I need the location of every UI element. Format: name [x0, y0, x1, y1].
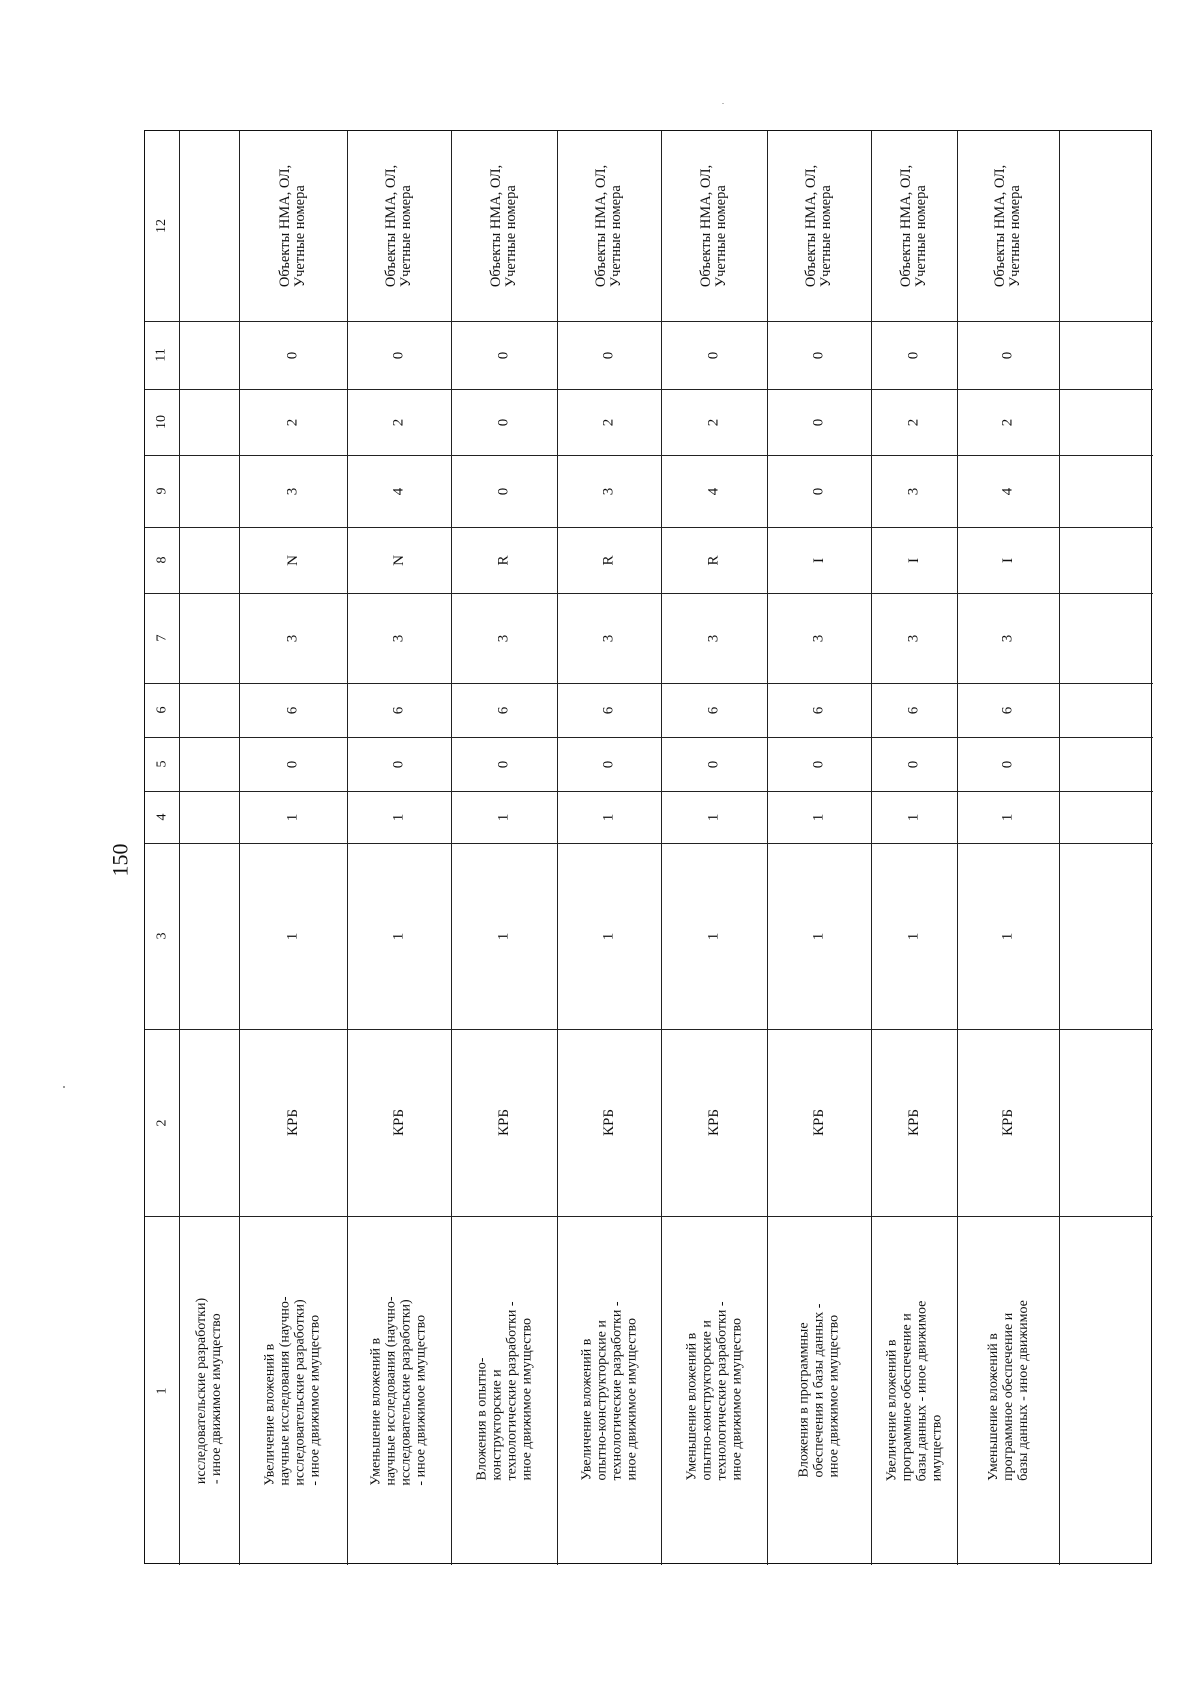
table-cell-r9-c3 [957, 843, 1059, 1029]
table-cell-r8-c10-text: 2 [905, 418, 922, 426]
header-cell-12-text: 12 [154, 219, 169, 233]
table-cell-r8-c8-text: I [905, 557, 922, 563]
table-cell-r8-c11 [871, 321, 957, 389]
table-cell-r5-c7 [557, 593, 661, 683]
table-cell-r5-c12-text: Объекты НМА, ОЛ, Учетные номера [593, 164, 624, 288]
table-cell-r3-c10 [347, 389, 451, 455]
table-cell-r2-c9-text: 3 [284, 487, 301, 495]
table-cell-r1-c7 [179, 593, 239, 683]
table-cell-r3-c3-text: 1 [390, 932, 407, 940]
table-cell-r7-c10 [767, 389, 871, 455]
table-cell-r4-c12-text: Объекты НМА, ОЛ, Учетные номера [488, 164, 519, 288]
header-cell-12 [145, 131, 179, 321]
table-cell-r5-c10-text: 2 [600, 418, 617, 426]
table-cell-r6-c12 [661, 131, 767, 321]
table-cell-r4-c9 [451, 455, 557, 527]
header-cell-10 [145, 389, 179, 455]
table-cell-r6-c7-text: 3 [705, 634, 722, 642]
table-cell-r9-c10 [957, 389, 1059, 455]
table-cell-r5-c8 [557, 527, 661, 593]
table-cell-r8-c5-text: 0 [905, 760, 922, 768]
table-cell-r7-c9 [767, 455, 871, 527]
table-cell-r2-c5 [239, 737, 347, 791]
table-cell-r9-c12-text: Объекты НМА, ОЛ, Учетные номера [992, 164, 1023, 288]
header-cell-11-text: 11 [153, 348, 169, 362]
table-cell-r3-c5-text: 0 [390, 760, 407, 768]
table-cell-r4-c3-text: 1 [495, 932, 512, 940]
table-cell-r3-c6 [347, 683, 451, 737]
table-cell-r5-c3-text: 1 [600, 932, 617, 940]
header-cell-5 [145, 737, 179, 791]
table-cell-r9-c1 [957, 1216, 1059, 1565]
table-cell-r6-c12-text: Объекты НМА, ОЛ, Учетные номера [698, 164, 729, 288]
table-cell-r8-c6-text: 6 [905, 706, 922, 714]
table-cell-r7-c1-text: Вложения в программные обеспечения и базы данных - иное движимое имущество [796, 1303, 842, 1478]
page-number: 150 [107, 843, 132, 877]
header-cell-9 [145, 455, 179, 527]
table-cell-r7-c6-text: 6 [810, 706, 827, 714]
table-cell-r2-c1 [239, 1216, 347, 1565]
table-cell-r9-c4-text: 1 [999, 813, 1016, 821]
table-cell-r7-c10-text: 0 [810, 418, 827, 426]
table-cell-r2-c3-text: 1 [284, 932, 301, 940]
table-cell-r4-c1-text: Вложения в опытно- конструкторские и технологические разработки - иное движимое имущество [474, 1301, 535, 1480]
table-cell-r9-c7-text: 3 [999, 634, 1016, 642]
table-cell-r5-c4 [557, 791, 661, 843]
table-cell-r4-c11 [451, 321, 557, 389]
scan-speck [722, 103, 724, 104]
table-cell-r8-c1-text: Увеличение вложений в программное обеспечение и базы данных - иное движимое имущество [884, 1300, 945, 1481]
table-row-divider [1059, 131, 1060, 1565]
table-cell-r9-c5 [957, 737, 1059, 791]
table-cell-r6-c5 [661, 737, 767, 791]
table-cell-r1-c5 [179, 737, 239, 791]
table-cell-r2-c11 [239, 321, 347, 389]
table-cell-r6-c1-text: Уменьшение вложений в опытно-конструкторские и технологические разработки - иное движимое имущество [684, 1301, 745, 1480]
table-cell-r6-c5-text: 0 [705, 760, 722, 768]
table-cell-r1-c10 [179, 389, 239, 455]
header-cell-10-text: 10 [154, 415, 169, 429]
table-cell-r9-c5-text: 0 [999, 760, 1016, 768]
table-cell-r9-c11-text: 0 [999, 351, 1016, 359]
table-cell-r7-c7-text: 3 [810, 634, 827, 642]
table-cell-r6-c8-text: R [705, 554, 722, 566]
table-cell-r6-c3-text: 1 [705, 932, 722, 940]
header-cell-2-text: 2 [154, 1119, 169, 1126]
table-cell-r8-c3 [871, 843, 957, 1029]
table-cell-r4-c8 [451, 527, 557, 593]
table-cell-r9-c6-text: 6 [999, 706, 1016, 714]
table-cell-r9-c4 [957, 791, 1059, 843]
table-cell-r6-c11 [661, 321, 767, 389]
table-cell-r7-c11-text: 0 [810, 351, 827, 359]
table-cell-r6-c9-text: 4 [705, 487, 722, 495]
table-cell-r5-c2 [557, 1029, 661, 1216]
table-cell-r6-c11-text: 0 [705, 351, 722, 359]
table-cell-r1-c3 [179, 843, 239, 1029]
table-cell-r7-c12-text: Объекты НМА, ОЛ, Учетные номера [803, 164, 834, 288]
table-cell-r5-c3 [557, 843, 661, 1029]
table-cell-r7-c9-text: 0 [810, 487, 827, 495]
table-cell-r3-c6-text: 6 [390, 706, 407, 714]
table-cell-r4-c9-text: 0 [495, 487, 512, 495]
table-cell-r8-c7 [871, 593, 957, 683]
table-cell-r5-c10 [557, 389, 661, 455]
table-cell-r2-c10-text: 2 [284, 418, 301, 426]
table-cell-r4-c6-text: 6 [495, 706, 512, 714]
table-cell-r4-c3 [451, 843, 557, 1029]
table-cell-r8-c12-text: Объекты НМА, ОЛ, Учетные номера [898, 164, 929, 288]
table-cell-r7-c8 [767, 527, 871, 593]
table-cell-r8-c9 [871, 455, 957, 527]
table-cell-r5-c1 [557, 1216, 661, 1565]
table-cell-r1-c4 [179, 791, 239, 843]
header-cell-6 [145, 683, 179, 737]
table-cell-r2-c11-text: 0 [284, 351, 301, 359]
header-cell-4-text: 4 [154, 813, 169, 821]
table-cell-r5-c5 [557, 737, 661, 791]
table-cell-r2-c8 [239, 527, 347, 593]
table-cell-r3-c11 [347, 321, 451, 389]
table-cell-r7-c4-text: 1 [810, 813, 827, 821]
table-cell-r2-c6 [239, 683, 347, 737]
header-cell-3 [145, 843, 179, 1029]
table-cell-r4-c4 [451, 791, 557, 843]
table-cell-r9-c12 [957, 131, 1059, 321]
table-cell-r5-c8-text: R [600, 554, 617, 566]
table-cell-r3-c9-text: 4 [390, 487, 407, 495]
table-cell-r5-c9-text: 3 [600, 487, 617, 495]
table-cell-r5-c5-text: 0 [600, 760, 617, 768]
table-cell-r3-c5 [347, 737, 451, 791]
table-cell-r9-c2-text: КРБ [999, 1109, 1016, 1136]
table-cell-r4-c12 [451, 131, 557, 321]
table-cell-r9-c8-text: I [999, 557, 1016, 563]
table-cell-r9-c9 [957, 455, 1059, 527]
table-cell-r1-c12 [179, 131, 239, 321]
table-cell-r8-c10 [871, 389, 957, 455]
table-cell-r5-c6 [557, 683, 661, 737]
table-cell-r6-c6-text: 6 [705, 706, 722, 714]
header-cell-3-text: 3 [154, 932, 169, 940]
table-cell-r2-c7-text: 3 [284, 634, 301, 642]
table-cell-r6-c10 [661, 389, 767, 455]
header-cell-1 [145, 1216, 179, 1565]
table-cell-r7-c12 [767, 131, 871, 321]
table-cell-r6-c4 [661, 791, 767, 843]
table-cell-r4-c4-text: 1 [495, 813, 512, 821]
table-cell-r8-c4-text: 1 [905, 813, 922, 821]
table-cell-r8-c5 [871, 737, 957, 791]
table-cell-r4-c8-text: R [495, 554, 512, 566]
table-cell-r5-c2-text: КРБ [600, 1109, 617, 1136]
table-cell-r4-c2-text: КРБ [495, 1109, 512, 1136]
table-cell-r2-c1-text: Увеличение вложений в научные исследования (научно- исследовательские разработки) - иное движимое имущество [263, 1295, 323, 1486]
table-cell-r4-c7 [451, 593, 557, 683]
table-cell-r1-c1 [179, 1216, 239, 1565]
table-cell-r4-c5 [451, 737, 557, 791]
table-cell-r2-c3 [239, 843, 347, 1029]
table-cell-r7-c4 [767, 791, 871, 843]
table-cell-r9-c3-text: 1 [999, 932, 1016, 940]
table-cell-r2-c2 [239, 1029, 347, 1216]
header-cell-2 [145, 1029, 179, 1216]
table-cell-r8-c9-text: 3 [905, 487, 922, 495]
table-cell-r8-c4 [871, 791, 957, 843]
table-cell-r2-c10 [239, 389, 347, 455]
table-cell-r8-c6 [871, 683, 957, 737]
table-cell-r7-c11 [767, 321, 871, 389]
table-cell-r9-c8 [957, 527, 1059, 593]
table-cell-r2-c8-text: N [284, 554, 301, 566]
table-cell-r6-c10-text: 2 [705, 418, 722, 426]
table-cell-r4-c11-text: 0 [495, 351, 512, 359]
table-cell-r3-c10-text: 2 [390, 418, 407, 426]
table-cell-r7-c7 [767, 593, 871, 683]
scan-speck [63, 1086, 65, 1088]
table-cell-r2-c9 [239, 455, 347, 527]
table-cell-r1-c2 [179, 1029, 239, 1216]
header-cell-6-text: 6 [154, 706, 169, 714]
table-cell-r6-c8 [661, 527, 767, 593]
table-cell-r8-c1 [871, 1216, 957, 1565]
table-cell-r4-c10-text: 0 [495, 418, 512, 426]
table-cell-r3-c4-text: 1 [390, 813, 407, 821]
table-cell-r7-c8-text: I [810, 557, 827, 563]
table-cell-r3-c1 [347, 1216, 451, 1565]
table-cell-r8-c12 [871, 131, 957, 321]
table-cell-r2-c4-text: 1 [284, 813, 301, 821]
table-cell-r9-c2 [957, 1029, 1059, 1216]
table-cell-r3-c7-text: 3 [390, 634, 407, 642]
table-cell-r6-c6 [661, 683, 767, 737]
table-cell-r5-c4-text: 1 [600, 813, 617, 821]
header-cell-4 [145, 791, 179, 843]
table-cell-r3-c1-text: Уменьшение вложений в научные исследования (научно- исследовательские разработки) - иное движимое имущество [369, 1295, 429, 1486]
table-cell-r6-c9 [661, 455, 767, 527]
table-cell-r2-c7 [239, 593, 347, 683]
table-cell-r8-c2-text: КРБ [905, 1109, 922, 1136]
table-cell-r5-c7-text: 3 [600, 634, 617, 642]
table-cell-r2-c6-text: 6 [284, 706, 301, 714]
table-cell-r7-c3-text: 1 [810, 932, 827, 940]
table-cell-r3-c2-text: КРБ [390, 1109, 407, 1136]
table-cell-r7-c5 [767, 737, 871, 791]
table-cell-r5-c11 [557, 321, 661, 389]
table-cell-r7-c3 [767, 843, 871, 1029]
table-cell-r2-c12-text: Объекты НМА, ОЛ, Учетные номера [277, 164, 308, 288]
table-cell-r3-c7 [347, 593, 451, 683]
table-cell-r6-c1 [661, 1216, 767, 1565]
table-cell-r2-c4 [239, 791, 347, 843]
table-cell-r2-c2-text: КРБ [284, 1109, 301, 1136]
table-cell-r8-c8 [871, 527, 957, 593]
table-cell-r1-c6 [179, 683, 239, 737]
header-cell-7-text: 7 [154, 634, 169, 642]
table-cell-r7-c2-text: КРБ [810, 1109, 827, 1136]
table-cell-r3-c12 [347, 131, 451, 321]
table-cell-r6-c7 [661, 593, 767, 683]
table-cell-r9-c7 [957, 593, 1059, 683]
table-cell-r4-c7-text: 3 [495, 634, 512, 642]
table-cell-r4-c2 [451, 1029, 557, 1216]
rotated-data-table [144, 130, 1152, 1564]
header-cell-9-text: 9 [154, 487, 169, 495]
table-cell-r2-c5-text: 0 [284, 760, 301, 768]
table-cell-r3-c12-text: Объекты НМА, ОЛ, Учетные номера [383, 164, 414, 288]
table-cell-r9-c10-text: 2 [999, 418, 1016, 426]
table-cell-r8-c7-text: 3 [905, 634, 922, 642]
table-cell-r1-c11 [179, 321, 239, 389]
table-cell-r6-c2 [661, 1029, 767, 1216]
table-cell-r7-c5-text: 0 [810, 760, 827, 768]
table-cell-r5-c1-text: Увеличение вложений в опытно-конструкторские и технологические разработки - иное движимое имущество [579, 1301, 640, 1480]
table-cell-r3-c2 [347, 1029, 451, 1216]
header-cell-8 [145, 527, 179, 593]
table-cell-r8-c2 [871, 1029, 957, 1216]
table-cell-r8-c3-text: 1 [905, 932, 922, 940]
table-cell-r9-c1-text: Уменьшение вложений в программное обеспечение и базы данных - иное движимое [985, 1300, 1031, 1481]
table-cell-r9-c6 [957, 683, 1059, 737]
table-cell-r2-c12 [239, 131, 347, 321]
table-cell-r9-c11 [957, 321, 1059, 389]
table-cell-r7-c2 [767, 1029, 871, 1216]
table-cell-r5-c9 [557, 455, 661, 527]
header-cell-5-text: 5 [154, 760, 169, 768]
table-cell-r3-c8 [347, 527, 451, 593]
header-cell-1-text: 1 [154, 1387, 169, 1394]
table-cell-r7-c6 [767, 683, 871, 737]
table-cell-r4-c1 [451, 1216, 557, 1565]
table-cell-r6-c4-text: 1 [705, 813, 722, 821]
table-cell-r3-c9 [347, 455, 451, 527]
table-cell-r1-c1-text: исследовательские разработки) - иное движимое имущество [194, 1297, 225, 1484]
table-cell-r4-c6 [451, 683, 557, 737]
table-cell-r3-c4 [347, 791, 451, 843]
table-cell-r6-c3 [661, 843, 767, 1029]
table-cell-r3-c3 [347, 843, 451, 1029]
table-cell-r4-c5-text: 0 [495, 760, 512, 768]
table-cell-r9-c9-text: 4 [999, 487, 1016, 495]
header-cell-11 [145, 321, 179, 389]
header-cell-8-text: 8 [154, 556, 169, 564]
table-cell-r3-c8-text: N [390, 554, 407, 566]
table-cell-r6-c2-text: КРБ [705, 1109, 722, 1136]
table-cell-r5-c11-text: 0 [600, 351, 617, 359]
table-cell-r3-c11-text: 0 [390, 351, 407, 359]
table-cell-r1-c8 [179, 527, 239, 593]
table-cell-r4-c10 [451, 389, 557, 455]
table-cell-r5-c6-text: 6 [600, 706, 617, 714]
header-cell-7 [145, 593, 179, 683]
table-cell-r1-c9 [179, 455, 239, 527]
table-cell-r5-c12 [557, 131, 661, 321]
table-cell-r8-c11-text: 0 [905, 351, 922, 359]
table-cell-r7-c1 [767, 1216, 871, 1565]
